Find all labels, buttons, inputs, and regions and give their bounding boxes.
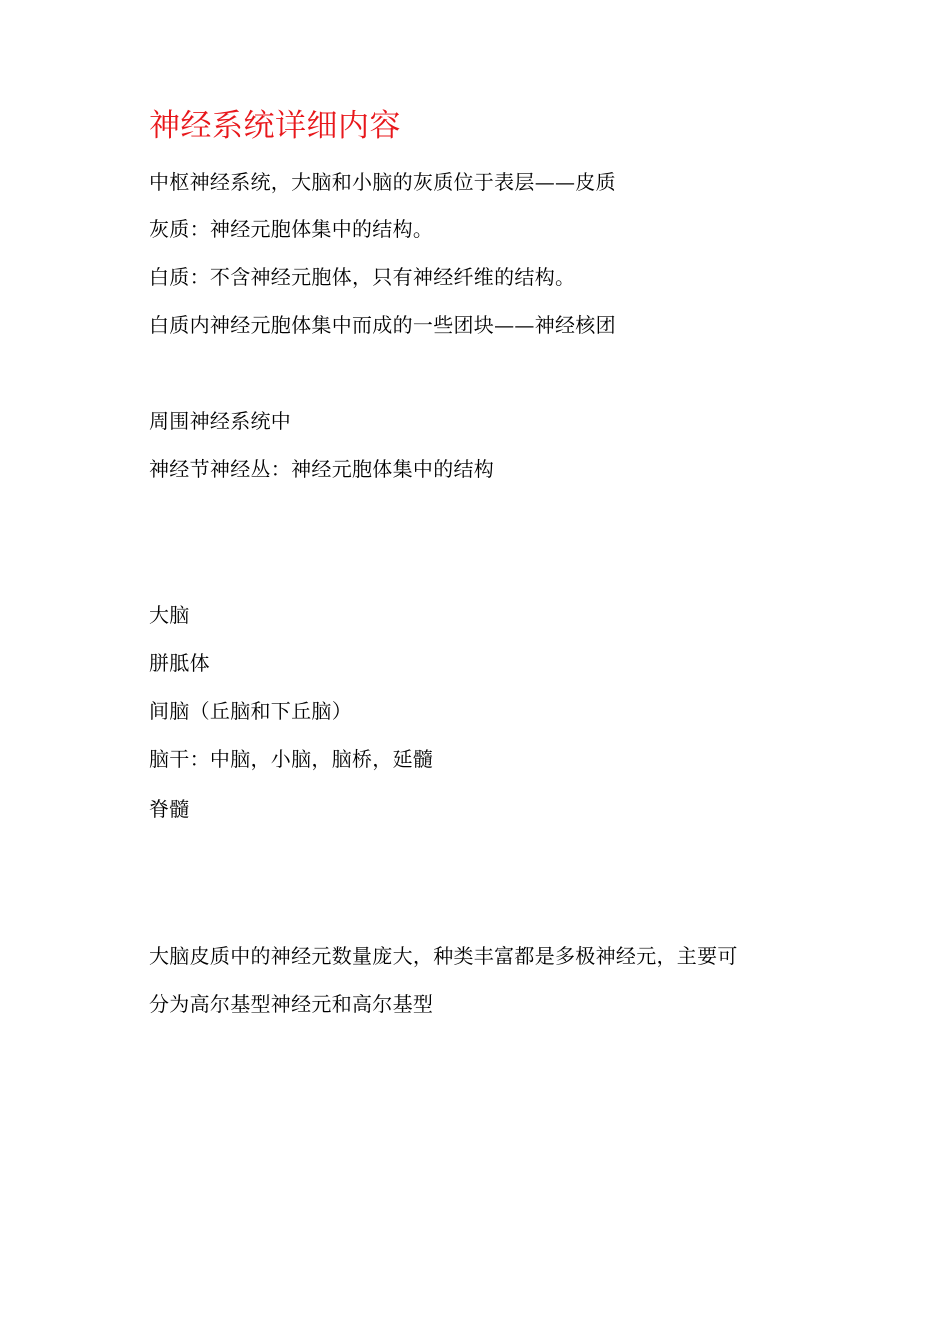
text-line: 周围神经系统中 <box>149 409 292 433</box>
page-title: 神经系统详细内容 <box>149 108 401 144</box>
text-line: 白质：不含神经元胞体，只有神经纤维的结构。 <box>149 265 576 289</box>
text-line: 间脑（丘脑和下丘脑） <box>149 699 352 723</box>
text-line: 大脑 <box>149 603 190 627</box>
text-line: 脊髓 <box>149 797 190 821</box>
text-line: 大脑皮质中的神经元数量庞大，种类丰富都是多极神经元，主要可 <box>149 944 738 968</box>
text-line: 灰质：神经元胞体集中的结构。 <box>149 217 434 241</box>
text-line: 分为高尔基型神经元和高尔基型 <box>149 992 434 1016</box>
text-line: 脑干：中脑，小脑，脑桥，延髓 <box>149 747 434 771</box>
text-line: 胼胝体 <box>149 651 210 675</box>
text-line: 中枢神经系统，大脑和小脑的灰质位于表层——皮质 <box>149 170 616 194</box>
text-line: 白质内神经元胞体集中而成的一些团块——神经核团 <box>149 313 616 337</box>
text-line: 神经节神经丛：神经元胞体集中的结构 <box>149 457 495 481</box>
